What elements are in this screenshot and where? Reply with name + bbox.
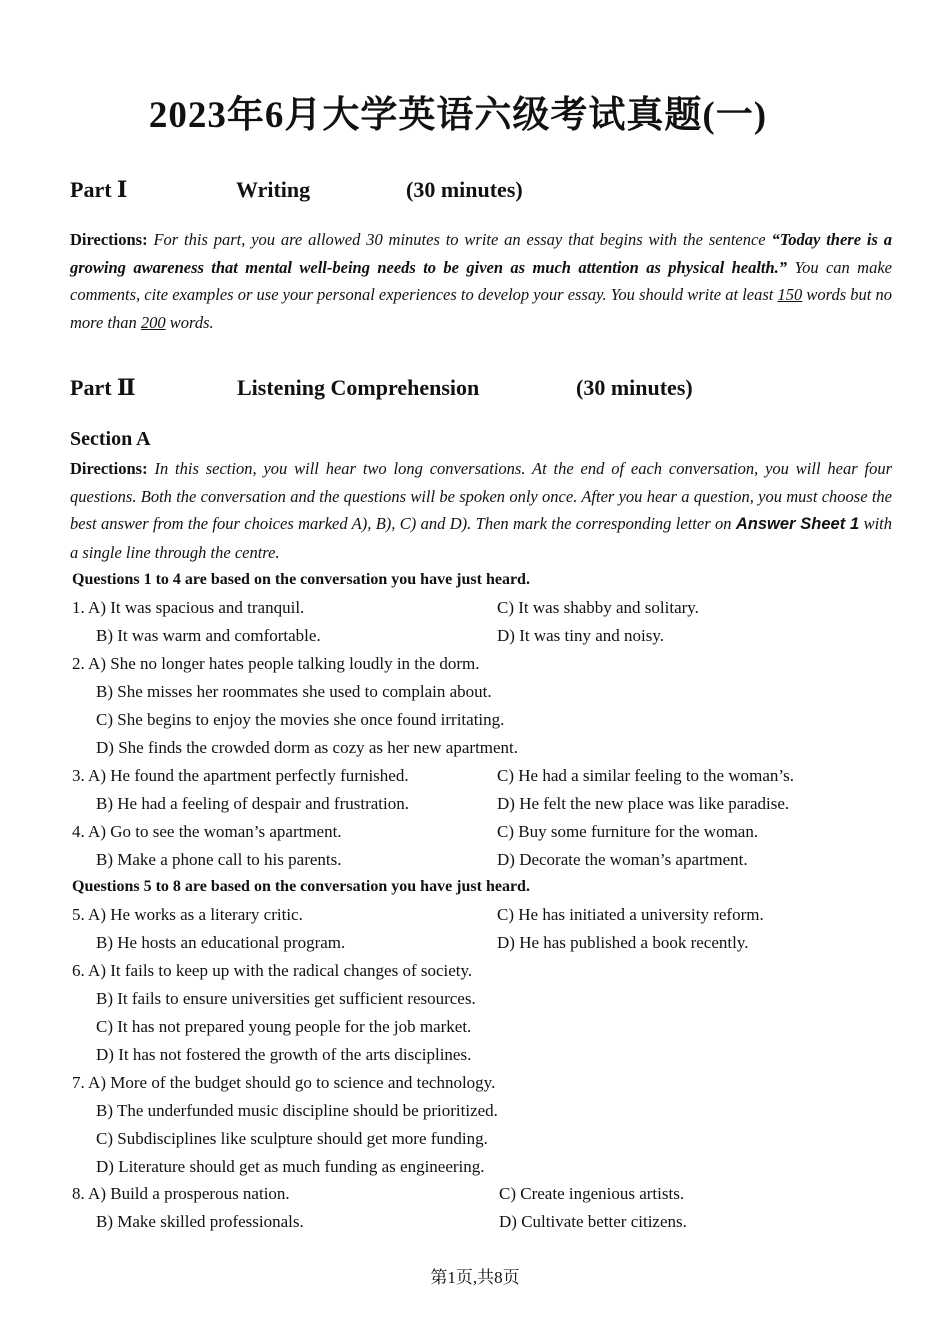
directions-text: words. <box>165 312 214 332</box>
q1-option-c: C) It was shabby and solitary. <box>497 598 699 617</box>
min-words: 150 <box>777 285 803 305</box>
q8-option-c: C) Create ingenious artists. <box>499 1184 685 1203</box>
part1-time: (30 minutes) <box>406 177 523 202</box>
q1-option-d: D) It was tiny and noisy. <box>497 626 664 645</box>
q7-option-b: B) The underfunded music discipline should be prioritized. <box>96 1101 498 1120</box>
q4-option-a: 4. A) Go to see the woman’s apartment. <box>72 822 342 841</box>
q5-option-a: 5. A) He works as a literary critic. <box>72 905 303 924</box>
part2-number: Part Ⅱ <box>70 375 136 400</box>
q6-option-b: B) It fails to ensure universities get sufficient resources. <box>96 989 476 1008</box>
part2-header <box>70 375 890 405</box>
directions-text: For this part, you are allowed 30 minutes to write an essay that begins with the sentence <box>147 230 772 249</box>
q5-option-d: D) He has published a book recently. <box>497 933 749 952</box>
q7-option-d: D) Literature should get as much funding as engineering. <box>96 1157 485 1176</box>
directions-text: In this section, you will hear two long conversations. At the end of each conversation, you will hear four questions. Both the conversation and the questions will be spoken only once. After you hear a question, you must choose the best answer from the four choices marked A), B), C) and D). Then mark the corresponding letter on <box>70 459 892 534</box>
page-number: 第1页,共8页 <box>430 1268 520 1287</box>
q6-option-d: D) It has not fostered the growth of the arts disciplines. <box>96 1045 472 1064</box>
q4-option-b: B) Make a phone call to his parents. <box>96 850 342 869</box>
max-words: 200 <box>140 312 166 332</box>
q8-option-a: 8. A) Build a prosperous nation. <box>72 1184 290 1203</box>
q2-option-a: 2. A) She no longer hates people talking loudly in the dorm. <box>72 654 480 673</box>
q7-option-c: C) Subdisciplines like sculpture should get more funding. <box>96 1129 488 1148</box>
part1-number: Part Ⅰ <box>70 177 128 202</box>
page-title: 2023年6月大学英语六级考试真题(一) <box>148 95 768 136</box>
section-a-directions <box>70 455 892 566</box>
answer-sheet-name: Answer Sheet 1 <box>735 515 860 534</box>
q6-option-c: C) It has not prepared young people for the job market. <box>96 1017 472 1036</box>
q8-option-d: D) Cultivate better citizens. <box>499 1212 687 1231</box>
q5-option-b: B) He hosts an educational program. <box>96 933 346 952</box>
q3-option-b: B) He had a feeling of despair and frustration. <box>96 794 409 813</box>
directions-text: words but no more than <box>70 285 892 332</box>
question-group-heading: Questions 1 to 4 are based on the conversation you have just heard. <box>72 571 530 588</box>
directions-text: with a single line through the centre. <box>70 514 892 562</box>
question-group-heading: Questions 5 to 8 are based on the conversation you have just heard. <box>72 878 530 895</box>
part1-name: Writing <box>236 177 311 202</box>
q1-option-b: B) It was warm and comfortable. <box>96 626 321 645</box>
part1-header <box>70 177 890 207</box>
directions-label: Directions: <box>70 230 148 249</box>
q2-option-d: D) She finds the crowded dorm as cozy as her new apartment. <box>96 738 519 757</box>
directions-label: Directions: <box>70 459 148 478</box>
part2-time: (30 minutes) <box>576 375 693 400</box>
q7-option-a: 7. A) More of the budget should go to science and technology. <box>72 1073 496 1092</box>
section-a-title: Section A <box>70 428 151 450</box>
q4-option-c: C) Buy some furniture for the woman. <box>497 822 759 841</box>
essay-prompt-quote: “Today there is a growing awareness that mental well-being needs to be given as much attention as physical health.” <box>70 230 892 277</box>
q8-option-b: B) Make skilled professionals. <box>96 1212 304 1231</box>
q2-option-c: C) She begins to enjoy the movies she once found irritating. <box>96 710 505 729</box>
q4-option-d: D) Decorate the woman’s apartment. <box>497 850 748 869</box>
q3-option-d: D) He felt the new place was like paradise. <box>497 794 790 813</box>
q6-option-a: 6. A) It fails to keep up with the radical changes of society. <box>72 961 473 980</box>
part2-name: Listening Comprehension <box>237 375 480 400</box>
directions-text: You can make comments, cite examples or use your personal experiences to develop your essay. You should write at least <box>70 257 892 305</box>
q3-option-a: 3. A) He found the apartment perfectly furnished. <box>72 766 409 785</box>
q5-option-c: C) He has initiated a university reform. <box>497 905 764 924</box>
q2-option-b: B) She misses her roommates she used to complain about. <box>96 682 492 701</box>
q3-option-c: C) He had a similar feeling to the woman’s. <box>497 766 794 785</box>
q1-option-a: 1. A) It was spacious and tranquil. <box>72 598 305 617</box>
part1-directions <box>70 226 892 336</box>
